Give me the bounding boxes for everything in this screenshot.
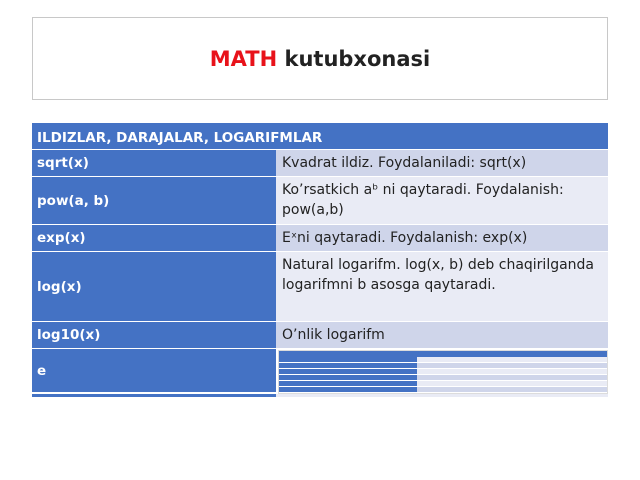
- function-name: log10(x): [32, 322, 276, 349]
- table-row: [32, 150, 608, 177]
- function-description: Kvadrat ildiz. Foydalaniladi: sqrt(x): [276, 150, 608, 177]
- table-thumbnail-image: [278, 350, 608, 394]
- function-name: sqrt(x): [32, 150, 276, 177]
- thumbnail-row: [279, 387, 607, 393]
- table-bottom-edge-right: [276, 394, 608, 397]
- function-name: pow(a, b): [32, 177, 276, 225]
- title-box: [32, 17, 608, 100]
- thumbnail-rows: [279, 357, 607, 393]
- function-description: Natural logarifm. log(x, b) deb chaqirilganda logarifmni b asosga qaytaradi.: [276, 252, 608, 322]
- table-row: [32, 225, 608, 252]
- title-rest: kutubxonasi: [284, 46, 431, 71]
- function-name: log(x): [32, 252, 276, 322]
- table-row: [32, 252, 608, 322]
- page-title: [210, 47, 430, 71]
- table-header: ILDIZLAR, DARAJALAR, LOGARIFMLAR: [32, 123, 608, 150]
- title-accent: MATH: [209, 46, 278, 71]
- function-description: O’nlik logarifm: [276, 322, 608, 349]
- function-name: e: [32, 349, 276, 393]
- table-bottom-edge-left: [32, 394, 276, 397]
- table-row: [32, 177, 608, 225]
- function-name: exp(x): [32, 225, 276, 252]
- function-description: Ko’rsatkich aᵇ ni qaytaradi. Foydalanish: pow(a,b): [276, 177, 608, 225]
- function-description: Eˣni qaytaradi. Foydalanish: exp(x): [276, 225, 608, 252]
- table-row: [32, 322, 608, 349]
